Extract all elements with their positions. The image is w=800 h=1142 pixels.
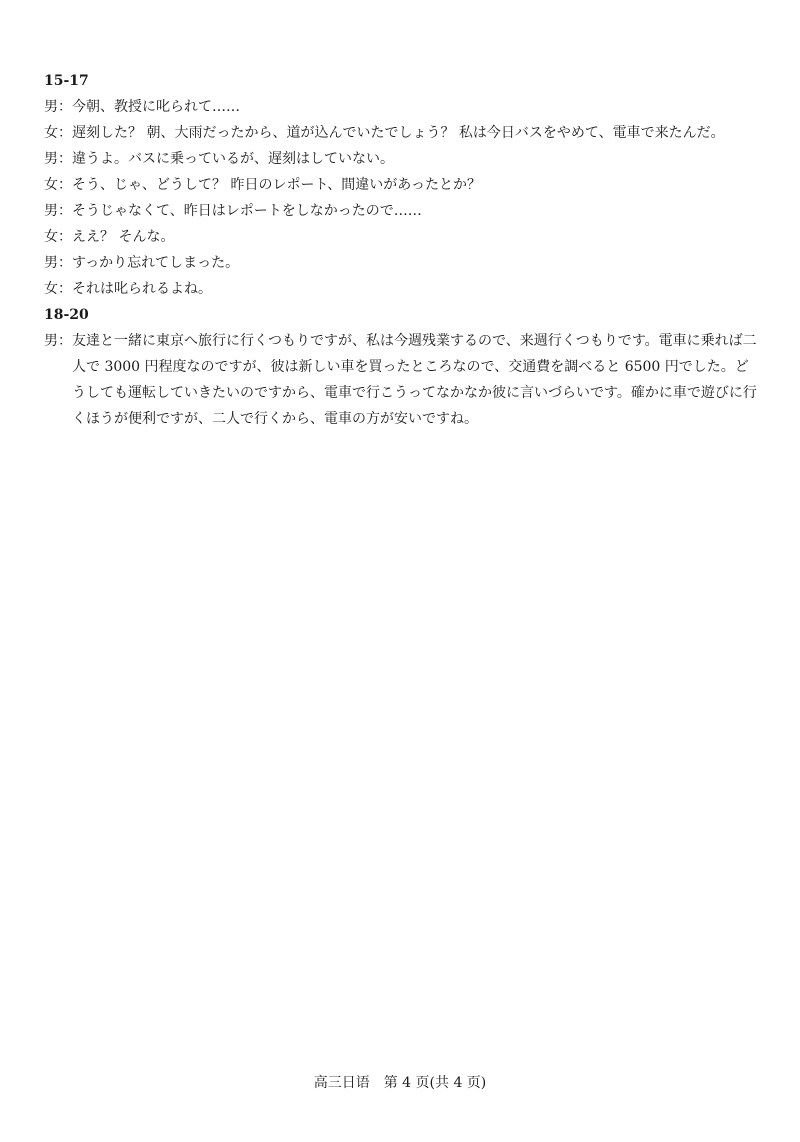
speech-text: それは叱られるよね。: [72, 281, 212, 297]
dialogue-line: [44, 276, 760, 302]
monologue-paragraph: [44, 328, 760, 432]
speaker-label: 男：: [44, 333, 72, 349]
dialogue-line: [44, 94, 760, 120]
speaker-label: 女：: [44, 177, 72, 193]
dialogue-line: [44, 224, 760, 250]
section-15-17: [44, 68, 760, 302]
dialogue-line: [44, 250, 760, 276]
dialogue-line: [44, 146, 760, 172]
speech-text: 遅刻した？ 朝、大雨だったから、道が込んでいたでしょう？ 私は今日バスをやめて、電車で来たんだ。: [72, 125, 725, 141]
section-18-20: [44, 302, 760, 432]
speech-text: そうじゃなくて、昨日はレポートをしなかったので……: [72, 203, 422, 219]
speaker-label: 女：: [44, 281, 72, 297]
section-label: 18-20: [44, 307, 89, 323]
speaker-label: 女：: [44, 125, 72, 141]
speech-text: すっかり忘れてしまった。: [72, 255, 240, 271]
speaker-label: 男：: [44, 255, 72, 271]
speaker-label: 男：: [44, 151, 72, 167]
speech-text: そう、じゃ、どうして？ 昨日のレポート、間違いがあったとか？: [72, 177, 482, 193]
section-label: 15-17: [44, 73, 89, 89]
dialogue-line: [44, 172, 760, 198]
page-footer: 高三日语 第 4 页(共 4 页): [313, 1075, 487, 1091]
speaker-label: 男：: [44, 203, 72, 219]
speech-text: 友達と一緒に東京へ旅行に行くつもりですが、私は今週残業するので、来週行くつもりです。電車に乗れば二人で 3000 円程度なのですが、彼は新しい車を買ったところなので、交通費を調べると 6500 円でした。どうしても運転していきたいのですから、電車で行こうってなかなか彼に言いづらいです。確かに車で遊びに行くほうが便利ですが、二人で行くから、電車の方が安いですね。: [72, 333, 757, 427]
speaker-label: 女：: [44, 229, 72, 245]
speech-text: ええ？ そんな。: [72, 229, 175, 245]
listening-script: [44, 68, 760, 432]
dialogue-line: [44, 120, 760, 146]
speaker-label: 男：: [44, 99, 72, 115]
speech-text: 違うよ。バスに乗っているが、遅刻はしていない。: [72, 151, 394, 167]
speech-text: 今朝、教授に叱られて……: [72, 99, 240, 115]
dialogue-line: [44, 198, 760, 224]
